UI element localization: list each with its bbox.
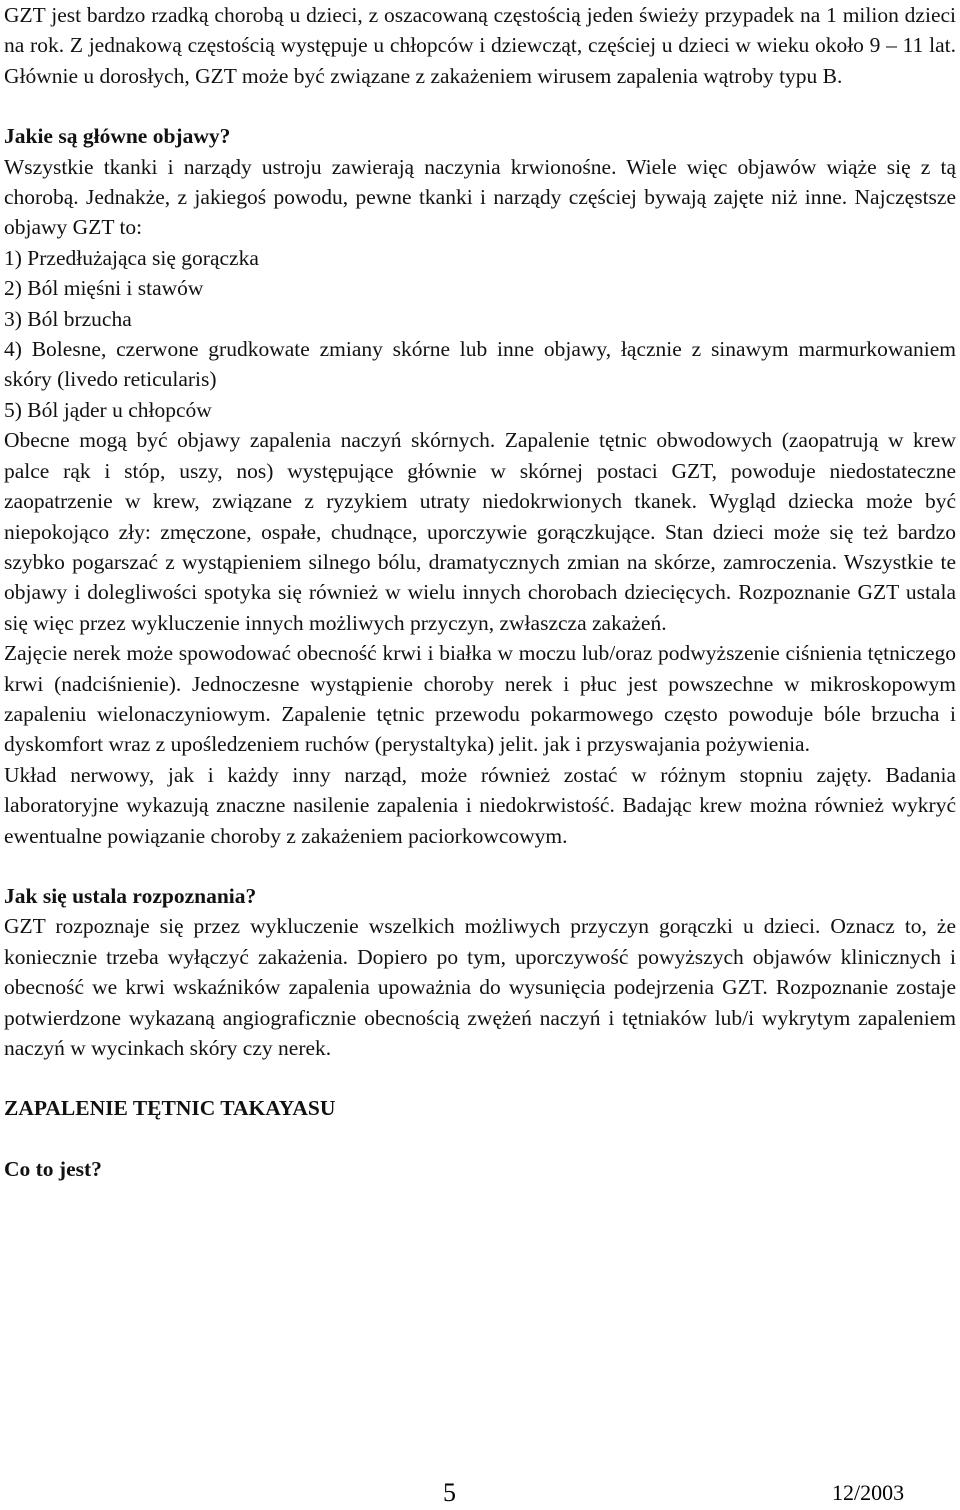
list-item: 3) Ból brzucha [4, 306, 132, 331]
intro-paragraph: GZT jest bardzo rzadką chorobą u dzieci, z oszacowaną częstością jeden świeży przypadek na 1 milion dzieci na rok. Z jednakową częstością występuje u chłopców i dziewcząt, częściej u dzieci w wieku około 9 – 11 lat. Głównie u dorosłych, GZT może być związane z zakażeniem wirusem zapalenia wątroby typu B. [4, 3, 956, 88]
list-item: 1) Przedłużająca się gorączka [4, 245, 259, 270]
takayasu-heading: ZAPALENIE TĘTNIC TAKAYASU [4, 1096, 336, 1121]
takayasu-subheading: Co to jest? [4, 1156, 102, 1181]
list-item: 5) Ból jąder u chłopców [4, 397, 212, 422]
page-number: 5 [443, 1478, 456, 1507]
vasculitis-skin-paragraph: Obecne mogą być objawy zapalenia naczyń skórnych. Zapalenie tętnic obwodowych (zaopatrują w krew palce rąk i stóp, uszy, nos) występujące głównie w skórnej postaci GZT, powoduje niedostateczne zaopatrzenie w krew, związane z ryzykiem utraty niedokrwionych tkanek. Wygląd dziecka może być niepokojąco zły: zmęczone, ospałe, chudnące, uporczywie gorączkujące. Stan dzieci może się też bardzo szybko pogarszać z wystąpieniem silnego bólu, dramatycznych zmian na skórze, zamroczenia. Wszystkie te objawy i dolegliwości spotyka się również w wielu innych chorobach dziecięcych. Rozpoznanie GZT ustala się więc przez wykluczenie innych możliwych przyczyn, zwłaszcza zakażeń. [4, 428, 956, 635]
kidney-paragraph: Zajęcie nerek może spowodować obecność krwi i białka w moczu lub/oraz podwyższenie ciśnienia tętniczego krwi (nadciśnienie). Jednoczesne wystąpienie choroby nerek i płuc jest powszechne w mikroskopowym zapaleniu wielonaczyniowym. Zapalenie tętnic przewodu pokarmowego często powoduje bóle brzucha i dyskomfort wraz z upośledzeniem ruchów (perystaltyka) jelit. jak i przyswajania pożywienia. [4, 641, 956, 757]
nervous-system-paragraph: Układ nerwowy, jak i każdy inny narząd, może również zostać w różnym stopniu zajęty. Badania laboratoryjne wykazują znaczne nasilenie zapalenia i niedokrwistość. Badając krew można również wykryć ewentualne powiązanie choroby z zakażeniem paciorkowcowym. [4, 762, 956, 848]
page-footer [0, 1478, 960, 1508]
diagnosis-paragraph: GZT rozpoznaje się przez wykluczenie wszelkich możliwych przyczyn gorączki u dzieci. Oznacz to, że koniecznie trzeba wyłączyć zakażenia. Dopiero po tym, uporczywość powyższych objawów klinicznych i obecność we krwi wskaźników zapalenia upoważnia do wysunięcia podejrzenia GZT. Rozpoznanie zostaje potwierdzone wykazaną angiograficznie obecnością zwężeń naczyń i tętniaków lub/i wykrytym zapaleniem naczyń w wycinkach skóry czy nerek. [4, 914, 956, 1060]
issue-date: 12/2003 [832, 1480, 905, 1505]
document-page [4, 0, 956, 1184]
list-item: 2) Ból mięśni i stawów [4, 276, 204, 301]
symptoms-list [4, 243, 956, 425]
diagnosis-heading: Jak się ustala rozpoznania? [4, 883, 257, 908]
symptoms-heading: Jakie są główne objawy? [4, 124, 231, 149]
symptoms-lead-paragraph: Wszystkie tkanki i narządy ustroju zawierają naczynia krwionośne. Wiele więc objawów wiąże się z tą chorobą. Jednakże, z jakiegoś powodu, pewne tkanki i narządy częściej bywają zajęte niż inne. Najczęstsze objawy GZT to: [4, 154, 956, 240]
list-item: 4) Bolesne, czerwone grudkowate zmiany skórne lub inne objawy, łącznie z sinawym marmurkowaniem skóry (livedo reticularis) [4, 337, 956, 392]
